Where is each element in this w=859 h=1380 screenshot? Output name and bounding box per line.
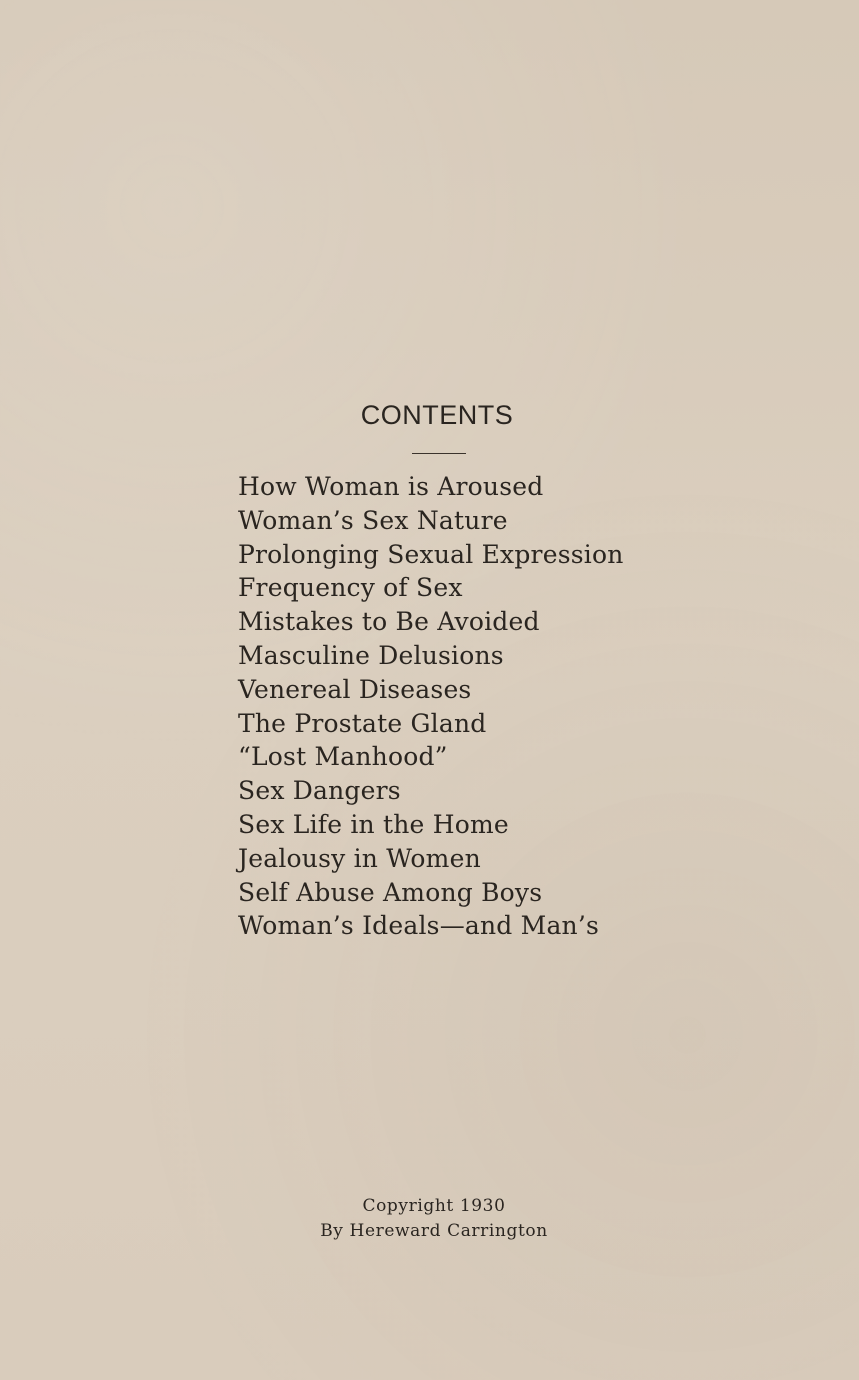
toc-item: Prolonging Sexual Expression <box>238 539 624 569</box>
toc-item: “Lost Manhood” <box>238 742 448 772</box>
toc-item: Mistakes to Be Avoided <box>238 607 540 637</box>
copyright-notice <box>0 1194 859 1244</box>
toc-item: Woman’s Ideals—and Man’s <box>238 911 600 941</box>
page-title: CONTENTS <box>360 400 514 430</box>
copyright-year: Copyright 1930 <box>362 1196 506 1216</box>
title-divider <box>412 453 466 454</box>
table-of-contents <box>238 470 624 943</box>
toc-item: Sex Dangers <box>238 776 401 806</box>
toc-item: Frequency of Sex <box>238 573 463 603</box>
toc-item: Venereal Diseases <box>238 674 472 704</box>
copyright-author: By Hereward Carrington <box>320 1221 548 1241</box>
toc-item: Jealousy in Women <box>238 843 481 873</box>
toc-item: Woman’s Sex Nature <box>238 505 508 535</box>
toc-item: Masculine Delusions <box>238 640 504 670</box>
toc-item: How Woman is Aroused <box>238 472 544 501</box>
toc-item: Sex Life in the Home <box>238 809 509 839</box>
toc-item: The Prostate Gland <box>238 708 487 738</box>
toc-item: Self Abuse Among Boys <box>238 877 543 907</box>
